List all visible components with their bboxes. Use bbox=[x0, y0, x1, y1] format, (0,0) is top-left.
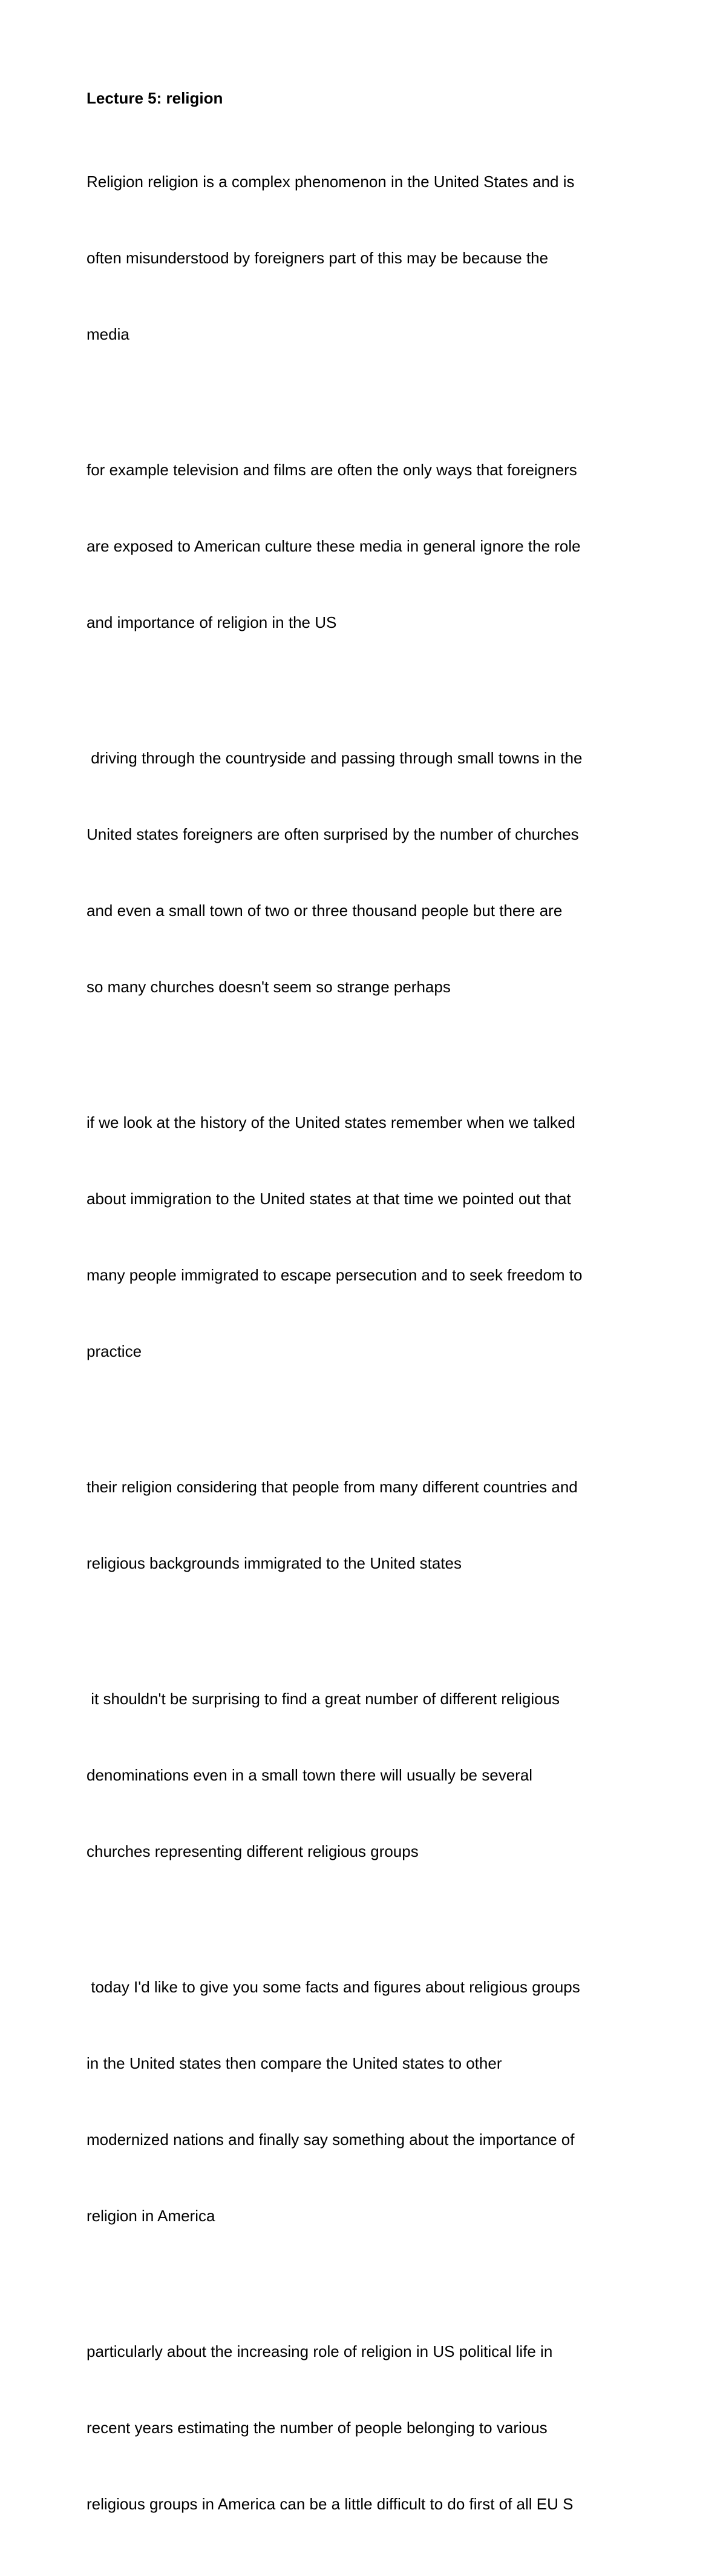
paragraph-2 bbox=[87, 406, 649, 686]
paragraph-1 bbox=[87, 118, 649, 398]
paragraph-4 bbox=[87, 1059, 649, 1415]
text-line: religious backgrounds immigrated to the United states bbox=[87, 1554, 462, 1572]
text-line: so many churches doesn't seem so strange perhaps bbox=[87, 978, 451, 996]
document-body bbox=[87, 85, 649, 2576]
text-line: driving through the countryside and passing through small towns in the bbox=[87, 749, 583, 767]
text-line: recent years estimating the number of people belonging to various bbox=[87, 2419, 548, 2437]
text-line: and importance of religion in the US bbox=[87, 613, 337, 631]
text-line: their religion considering that people from many different countries and bbox=[87, 1478, 578, 1496]
paragraph-8 bbox=[87, 2288, 649, 2568]
text-line: United states foreigners are often surprised by the number of churches bbox=[87, 825, 579, 843]
text-line: often misunderstood by foreigners part of this may be because the bbox=[87, 249, 549, 267]
text-line: about immigration to the United states at that time we pointed out that bbox=[87, 1190, 571, 1208]
text-line: particularly about the increasing role of religion in US political life in bbox=[87, 2342, 553, 2360]
text-line: and even a small town of two or three thousand people but there are bbox=[87, 901, 563, 920]
text-line: are exposed to American culture these media in general ignore the role bbox=[87, 537, 581, 555]
text-line: in the United states then compare the United states to other bbox=[87, 2054, 502, 2072]
text-line: it shouldn't be surprising to find a great number of different religious bbox=[87, 1690, 560, 1708]
paragraph-7 bbox=[87, 1923, 649, 2279]
text-line: modernized nations and finally say something about the importance of bbox=[87, 2130, 575, 2149]
text-line: today I'd like to give you some facts and figures about religious groups bbox=[87, 1978, 580, 1996]
paragraph-5 bbox=[87, 1423, 649, 1627]
text-line: if we look at the history of the United states remember when we talked bbox=[87, 1113, 575, 1132]
text-line: Religion religion is a complex phenomenon in the United States and is bbox=[87, 173, 575, 191]
text-line: religious groups in America can be a little difficult to do first of all EU S bbox=[87, 2495, 574, 2513]
text-line: religion in America bbox=[87, 2207, 215, 2225]
text-line: practice bbox=[87, 1342, 142, 1360]
text-line: many people immigrated to escape persecution and to seek freedom to bbox=[87, 1266, 583, 1284]
text-line: denominations even in a small town there will usually be several bbox=[87, 1766, 533, 1784]
text-line: for example television and films are often the only ways that foreigners bbox=[87, 461, 577, 479]
paragraph-3 bbox=[87, 694, 649, 1050]
paragraph-6 bbox=[87, 1635, 649, 1915]
document-title: Lecture 5: religion bbox=[87, 89, 223, 107]
text-line: media bbox=[87, 325, 129, 343]
text-line: churches representing different religious groups bbox=[87, 1842, 419, 1860]
